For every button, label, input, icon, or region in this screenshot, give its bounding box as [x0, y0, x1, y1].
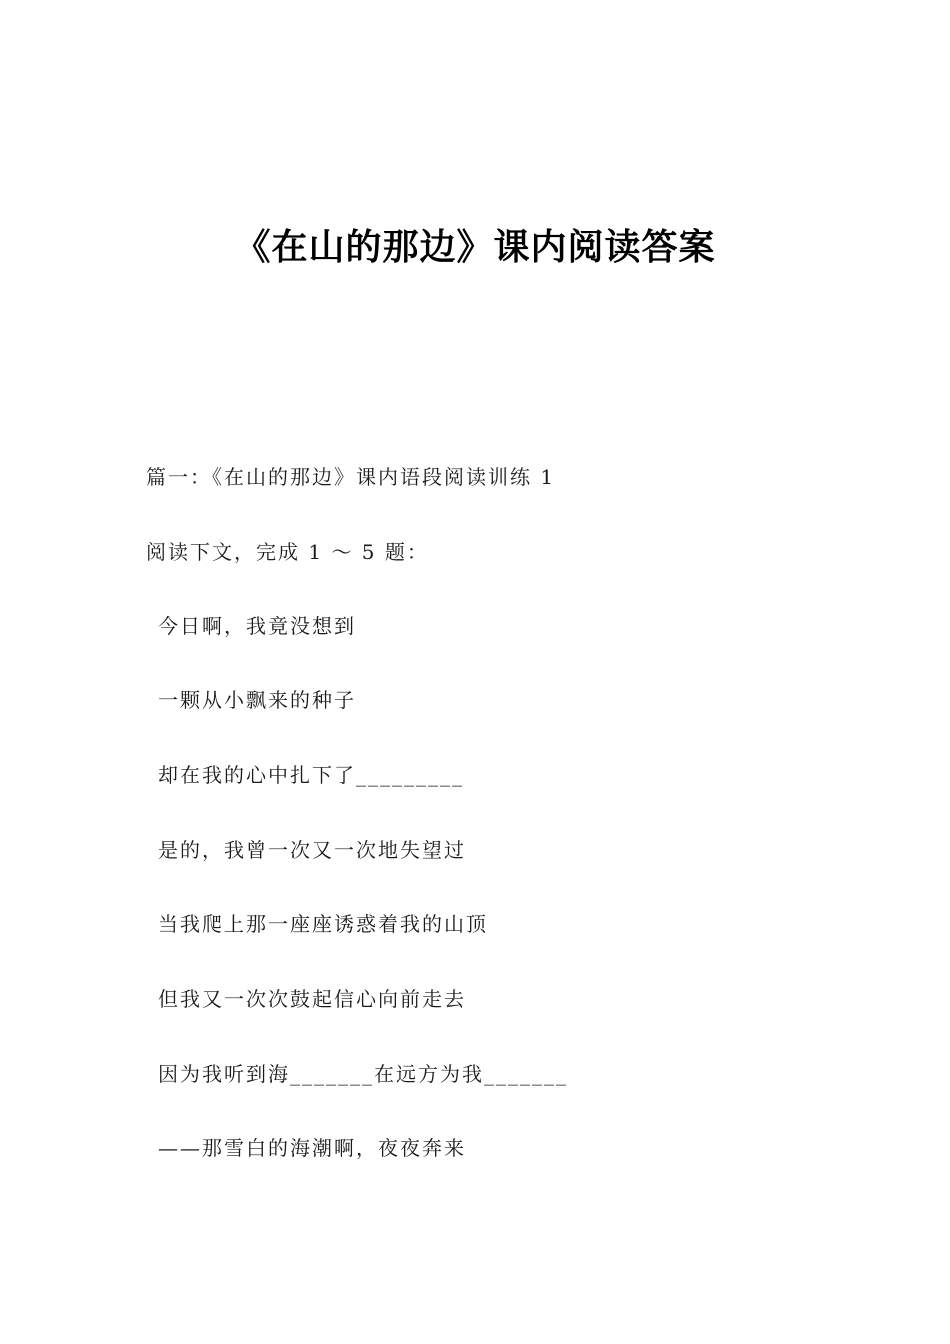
document-title: 《在山的那边》课内阅读答案: [234, 227, 716, 268]
instruction-text: 阅读下文，完成 1 ～ 5 题：: [146, 540, 429, 564]
poem-line: 今日啊，我竟没想到: [158, 614, 356, 638]
section-heading: 篇一：《在山的那边》课内语段阅读训练 1: [146, 465, 556, 489]
poem-line: 是的，我曾一次又一次地失望过: [158, 838, 466, 862]
poem-line: 当我爬上那一座座诱惑着我的山顶: [158, 912, 488, 936]
poem-line: 一颗从小飘来的种子: [158, 688, 356, 712]
poem-line: 但我又一次次鼓起信心向前走去: [158, 987, 466, 1011]
poem-line: ——那雪白的海潮啊，夜夜奔来: [158, 1136, 466, 1160]
poem-line: 却在我的心中扎下了_________: [158, 763, 464, 787]
poem-line: 因为我听到海_______在远方为我_______: [158, 1062, 568, 1086]
